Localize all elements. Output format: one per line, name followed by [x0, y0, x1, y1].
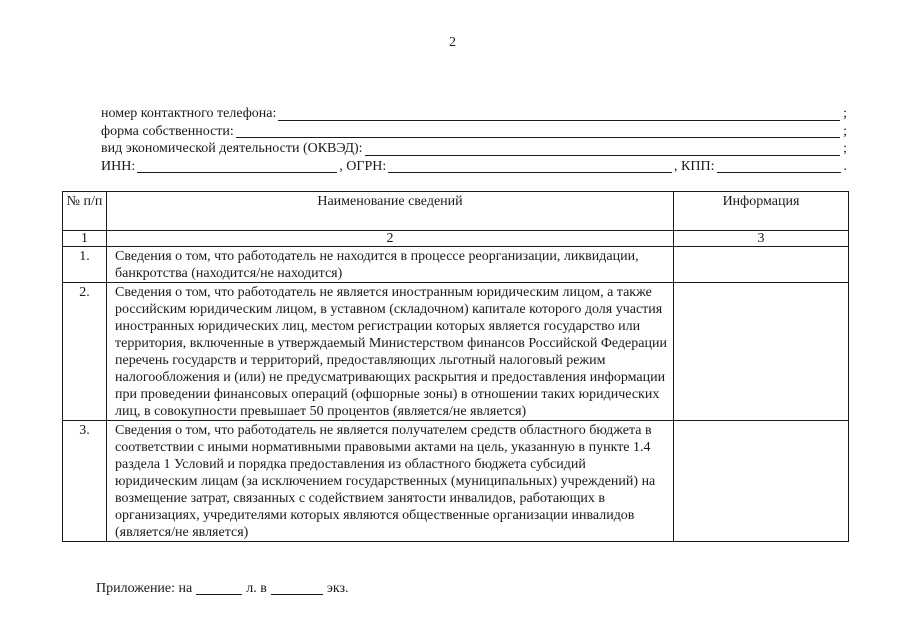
header-name: Наименование сведений	[107, 192, 674, 231]
column-index-row	[63, 231, 849, 247]
row-description: Сведения о том, что работодатель не является получателем средств областного бюджета в соответствии с иными нормативными правовыми актами на цель, указанную в пункте 1.4 раздела 1 Условий и порядка предоставления из областного бюджета субсидий юридическим лицам (за исключением государственных (муниципальных) учреждений) на возмещение затрат, связанных с содействием занятости инвалидов, работающих в организациях, учредителями которых являются общественные организации инвалидов (является/не является)	[107, 421, 674, 542]
ids-field-row	[101, 158, 847, 176]
phone-label: номер контактного телефона:	[101, 106, 277, 121]
column-index: 1	[63, 231, 107, 247]
contact-fields	[101, 105, 847, 175]
row-info-cell[interactable]	[674, 421, 849, 542]
phone-blank[interactable]	[278, 107, 840, 121]
row-info-cell[interactable]	[674, 247, 849, 283]
row-number: 1.	[63, 247, 107, 283]
row-description: Сведения о том, что работодатель не находится в процессе реорганизации, ликвидации, банкротства (находится/не находится)	[107, 247, 674, 283]
okved-label: вид экономической деятельности (ОКВЭД):	[101, 141, 363, 156]
row-description: Сведения о том, что работодатель не является иностранным юридическим лицом, а также российским юридическим лицом, в уставном (складочном) капитале которого доля участия иностранных юридических лиц, местом регистрации которых является государство или территория, включенные в утверждаемый Министерством финансов Российской Федерации перечень государств и территорий, предоставляющих льготный налоговый режим налогообложения и (или) не предусматривающих раскрытия и предоставления информации при проведении финансовых операций (офшорные зоны) в отношении таких юридических лиц, в совокупности превышает 50 процентов (является/не является)	[107, 283, 674, 421]
ids-end: .	[843, 158, 847, 174]
kpp-blank[interactable]	[717, 159, 841, 173]
table-row	[63, 247, 849, 283]
phone-end: ;	[843, 106, 847, 121]
appendix-prefix: Приложение: на	[96, 581, 193, 596]
inn-blank[interactable]	[137, 159, 337, 173]
row-info-cell[interactable]	[674, 283, 849, 421]
ownership-field-row	[101, 123, 847, 141]
appendix-copies-blank[interactable]	[271, 581, 323, 595]
ogrn-label: , ОГРН:	[339, 158, 387, 174]
appendix-suffix: экз.	[326, 581, 349, 596]
ownership-label: форма собственности:	[101, 123, 234, 139]
column-index: 3	[674, 231, 849, 247]
kpp-label: , КПП:	[674, 158, 715, 174]
inn-label: ИНН:	[101, 158, 136, 174]
okved-field-row	[101, 140, 847, 158]
ownership-blank[interactable]	[236, 124, 840, 138]
table-row	[63, 421, 849, 542]
ownership-end: ;	[843, 123, 847, 139]
appendix-middle: л. в	[246, 581, 267, 596]
okved-end: ;	[843, 141, 847, 156]
okved-blank[interactable]	[365, 142, 841, 156]
information-table	[62, 191, 849, 542]
phone-field-row	[101, 105, 847, 123]
row-number: 2.	[63, 283, 107, 421]
row-number: 3.	[63, 421, 107, 542]
header-number: № п/п	[63, 192, 107, 231]
ogrn-blank[interactable]	[388, 159, 672, 173]
header-info: Информация	[674, 192, 849, 231]
table-row	[63, 283, 849, 421]
appendix-pages-blank[interactable]	[196, 581, 242, 595]
column-index: 2	[107, 231, 674, 247]
appendix-line	[96, 580, 349, 597]
table-header-row	[63, 192, 849, 231]
page-number: 2	[449, 35, 456, 50]
